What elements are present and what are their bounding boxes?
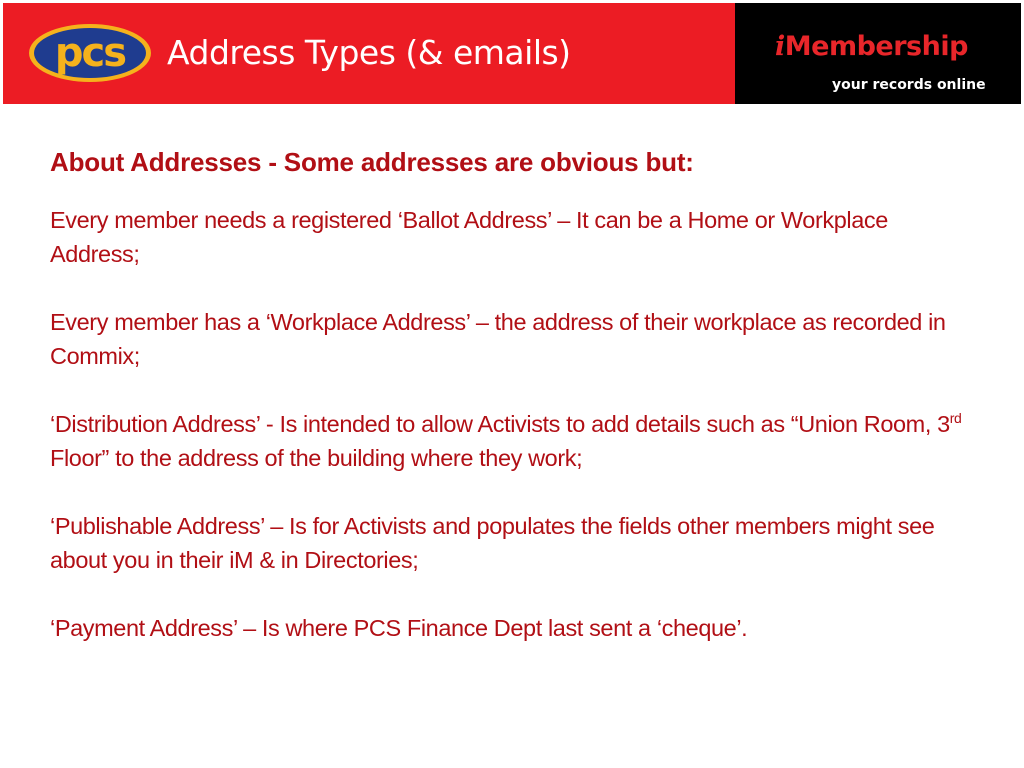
brand-name-i: i	[775, 31, 785, 62]
ballot-address-paragraph: Every member needs a registered ‘Ballot Address’ – It can be a Home or Workplace Address;	[50, 207, 888, 267]
brand-name-rest: Membership	[784, 31, 968, 62]
page-title: Address Types (& emails)	[167, 33, 571, 72]
payment-address-paragraph: ‘Payment Address’ – Is where PCS Finance Dept last sent a ‘cheque’.	[50, 615, 748, 641]
distribution-address-paragraph	[50, 407, 980, 475]
pcs-logo-text: pcs	[54, 30, 126, 76]
workplace-address-paragraph: Every member has a ‘Workplace Address’ – the address of their workplace as recorded in Commix;	[50, 309, 946, 369]
imembership-logo	[735, 3, 1021, 104]
slide-body	[50, 145, 980, 679]
brand-name	[775, 31, 968, 62]
section-heading: About Addresses - Some addresses are obvious but:	[50, 147, 694, 177]
publishable-address-paragraph: ‘Publishable Address’ – Is for Activists and populates the fields other members might see about you in their iM & in Directories;	[50, 513, 935, 573]
ordinal-suffix: rd	[949, 410, 962, 427]
brand-tagline: your records online	[832, 77, 986, 93]
distribution-text-start: ‘Distribution Address’ - Is intended to allow Activists to add details such as “Union Room, 3	[50, 411, 950, 437]
pcs-logo	[28, 23, 152, 83]
distribution-text-end: Floor” to the address of the building where they work;	[50, 445, 583, 471]
